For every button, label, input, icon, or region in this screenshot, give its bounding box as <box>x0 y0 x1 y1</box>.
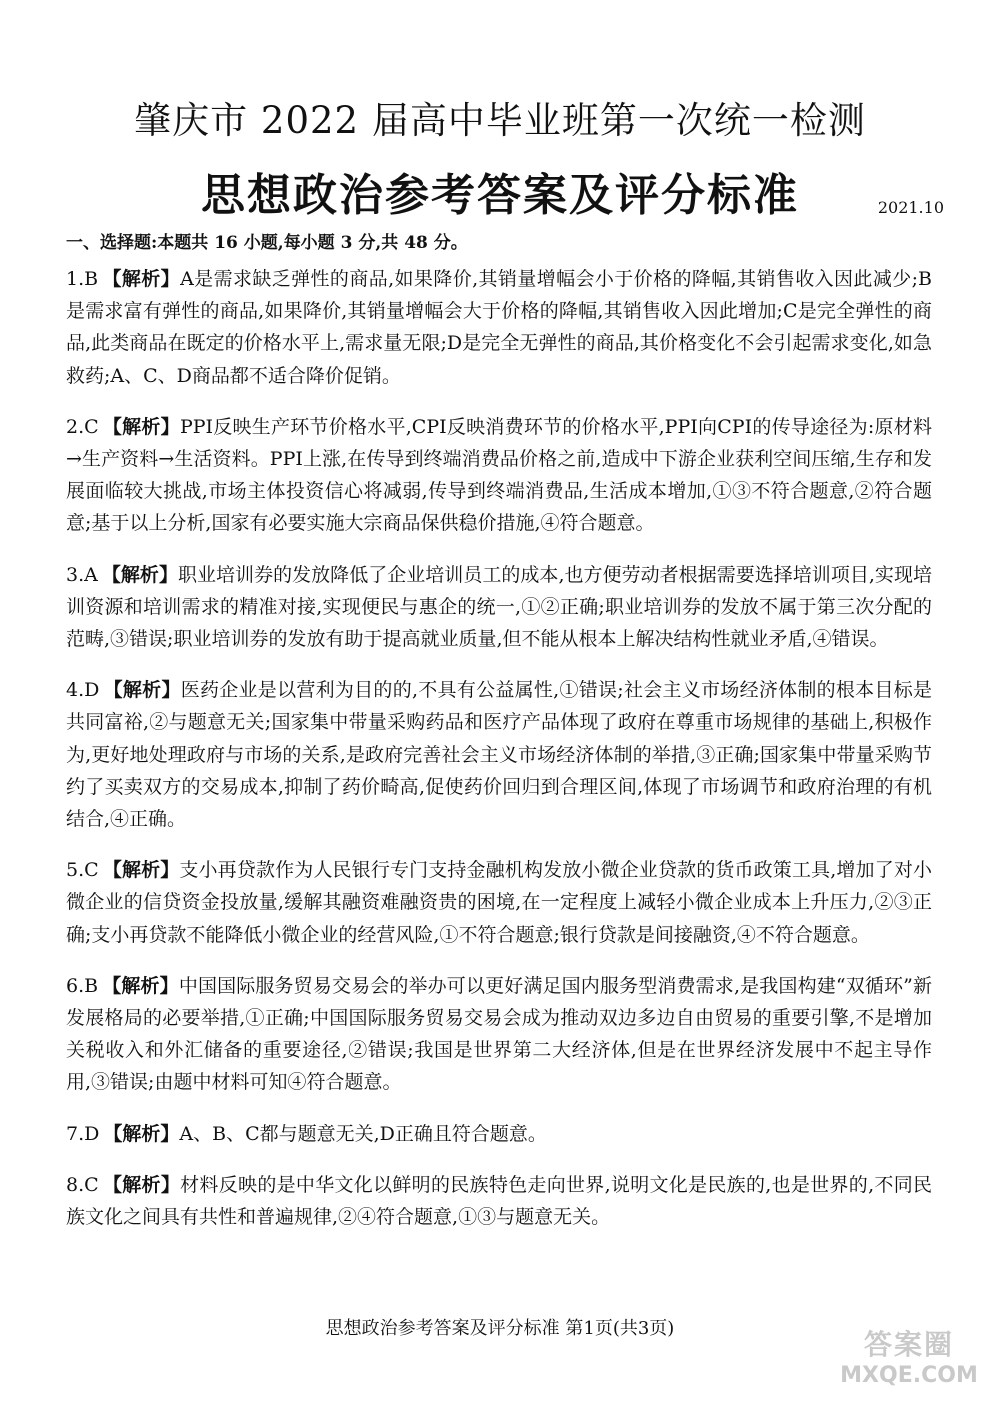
answer-number: 3.A <box>66 563 98 586</box>
watermark-text: 答案圈 <box>863 1328 954 1361</box>
analysis-tag: 【解析】 <box>102 1173 181 1196</box>
answer-item-5 <box>66 854 932 951</box>
answer-number: 2.C <box>66 415 99 438</box>
answer-text: 职业培训券的发放降低了企业培训员工的成本,也方便劳动者根据需要选择培训项目,实现培训资源和培训需求的精准对接,实现便民与惠企的统一,①②正确;职业培训券的发放不属于第三次分配的范畴,③错误;职业培训券的发放有助于提高就业质量,但不能从根本上解决结构性就业矛盾,④错误。 <box>66 563 932 651</box>
answer-number: 6.B <box>66 974 99 997</box>
answer-item-6 <box>66 970 932 1099</box>
answer-text: PPI反映生产环节价格水平,CPI反映消费环节的价格水平,PPI向CPI的传导途径为:原材料→生产资料→生活资料。PPI上涨,在传导到终端消费品价格之前,造成中下游企业获利空间压缩,生存和发展面临较大挑战,市场主体投资信心将减弱,传导到终端消费品,生活成本增加,①③不符合题意,②符合题意;基于以上分析,国家有必要实施大宗商品保供稳价措施,④符合题意。 <box>66 415 932 535</box>
analysis-tag: 【解析】 <box>102 415 180 438</box>
answer-number: 5.C <box>66 859 99 882</box>
answer-item-8 <box>66 1169 932 1233</box>
document-date: 2021.10 <box>877 198 944 217</box>
watermark-url: MXQE.COM <box>840 1363 978 1388</box>
answer-text: A、B、C都与题意无关,D正确且符合题意。 <box>179 1122 547 1145</box>
answer-text: 中国国际服务贸易交易会的举办可以更好满足国内服务型消费需求,是我国构建“双循环”新发展格局的必要举措,①正确;中国国际服务贸易交易会成为推动双边多边自由贸易的重要引擎,不是增加关税收入和外汇储备的重要途径,②错误;我国是世界第二大经济体,但是在世界经济发展中不起主导作用,③错误;由题中材料可知④符合题意。 <box>66 974 932 1094</box>
watermark-logo <box>834 1328 984 1396</box>
answer-item-3 <box>66 559 932 656</box>
analysis-tag: 【解析】 <box>102 859 180 882</box>
exam-title: 肇庆市 2022 届高中毕业班第一次统一检测 <box>134 99 866 142</box>
answer-number: 7.D <box>66 1122 100 1145</box>
answer-item-1 <box>66 263 932 392</box>
analysis-tag: 【解析】 <box>102 268 181 290</box>
answer-text: 材料反映的是中华文化以鲜明的民族特色走向世界,说明文化是民族的,也是世界的,不同民族文化之间具有共性和普遍规律,②④符合题意,①③与题意无关。 <box>66 1173 932 1229</box>
answer-item-7 <box>66 1118 932 1150</box>
answer-item-4 <box>66 674 932 835</box>
analysis-tag: 【解析】 <box>103 679 181 702</box>
answer-text: A是需求缺乏弹性的商品,如果降价,其销量增幅会小于价格的降幅,其销售收入因此减少;B是需求富有弹性的商品,如果降价,其销量增幅会大于价格的降幅,其销售收入因此增加;C是完全弹性的商品,此类商品在既定的价格水平上,需求量无限;D是完全无弹性的商品,其价格变化不会引起需求变化,如急救药;A、C、D商品都不适合降价促销。 <box>66 268 932 387</box>
section-heading: 一、选择题:本题共 16 小题,每小题 3 分,共 48 分。 <box>66 233 468 253</box>
document-subtitle: 思想政治参考答案及评分标准 <box>201 170 799 221</box>
answer-number: 4.D <box>66 679 100 702</box>
answer-list <box>66 263 932 1240</box>
analysis-tag: 【解析】 <box>101 563 178 586</box>
analysis-tag: 【解析】 <box>102 974 179 997</box>
analysis-tag: 【解析】 <box>103 1122 180 1145</box>
answer-item-2 <box>66 411 932 540</box>
answer-number: 1.B <box>66 268 99 290</box>
page-footer: 思想政治参考答案及评分标准 第1页(共3页) <box>325 1318 675 1339</box>
answer-text: 医药企业是以营利为目的的,不具有公益属性,①错误;社会主义市场经济体制的根本目标是共同富裕,②与题意无关;国家集中带量采购药品和医疗产品体现了政府在尊重市场规律的基础上,积极作为,更好地处理政府与市场的关系,是政府完善社会主义市场经济体制的举措,③正确;国家集中带量采购节约了买卖双方的交易成本,抑制了药价畸高,促使药价回归到合理区间,体现了市场调节和政府治理的有机结合,④正确。 <box>66 679 932 831</box>
answer-number: 8.C <box>66 1173 99 1196</box>
answer-text: 支小再贷款作为人民银行专门支持金融机构发放小微企业贷款的货币政策工具,增加了对小微企业的信贷资金投放量,缓解其融资难融资贵的困境,在一定程度上减轻小微企业成本上升压力,②③正确;支小再贷款不能降低小微企业的经营风险,①不符合题意;银行贷款是间接融资,④不符合题意。 <box>66 859 932 946</box>
